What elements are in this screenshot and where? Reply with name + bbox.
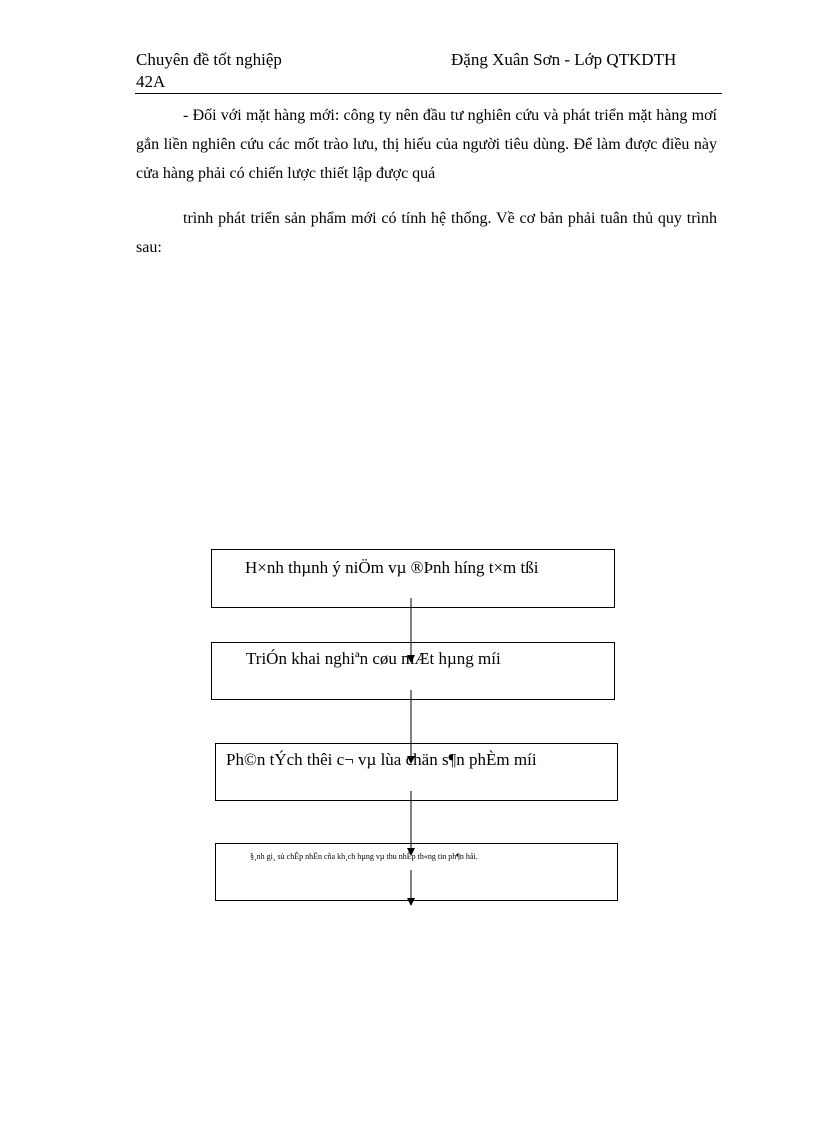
paragraph-new-products: - Đối với mặt hàng mới: công ty nên đầu tư nghiên cứu và phát triển mặt hàng mơí gắn liền nghiên cứu các mốt trào lưu, thị hiếu của người tiêu dùng. Để làm được điều này cửa hàng phải có chiến lược thiết lập được quá — [136, 107, 717, 182]
flow-step-2-label: TriÓn khai nghiªn cøu mÆt hµng míi — [246, 649, 501, 668]
header-class-suffix: 42A — [136, 72, 166, 91]
paragraph-process-intro: trình phát triển sản phẩm mới có tính hệ thống. Về cơ bản phải tuân thủ quy trình sau: — [136, 210, 717, 256]
header-title: Chuyên đề tốt nghiệp — [136, 50, 282, 69]
flow-step-1-label: H×nh thµnh ý niÖm vµ ®Þnh híng t×m tßi — [245, 558, 539, 577]
flow-step-4-label: §¸nh gi¸ sù chÊp nhËn cña kh¸ch hµng vµ thu nhËp th«ng tin ph¶n håi. — [250, 852, 478, 861]
flow-step-3-label: Ph©n tÝch thêi c¬ vµ lùa chän s¶n phÈm míi — [226, 750, 537, 769]
header-author: Đặng Xuân Sơn - Lớp QTKDTH — [451, 50, 677, 69]
